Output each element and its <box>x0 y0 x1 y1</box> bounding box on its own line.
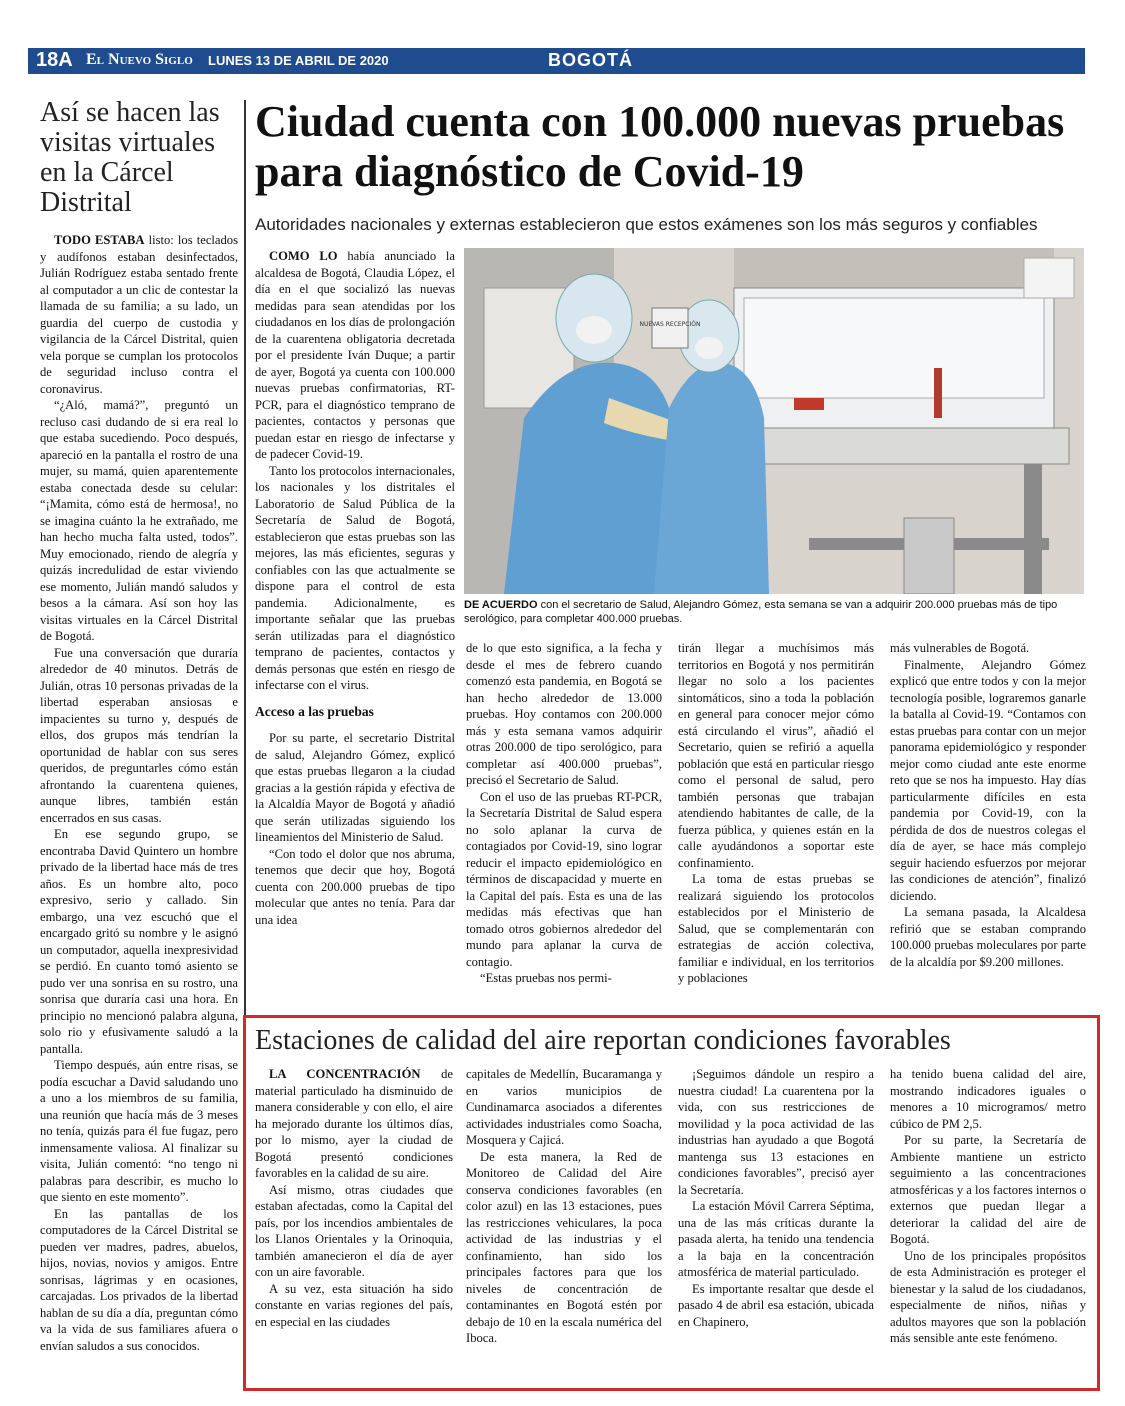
left-article-p5: Tiempo después, aún entre risas, se podía escuchar a David saludando uno a uno a los miembros de su familia, una reunión que hacía más de 3 meses no tenía, quizás para él fue fugaz, pero inmensamente valiosa. Al finalizar su visita, Julián comentó: “no tengo ni palabras para describir, es mucho lo que siento en este momento”. <box>40 1058 238 1204</box>
air-article-c4p1: ha tenido buena calidad del aire, mostrando indicadores iguales o menores a 10 microgramos/ metro cúbico de PM 2,5. <box>890 1067 1086 1131</box>
photo-caption-lead: DE ACUERDO <box>464 599 538 611</box>
left-article-p1 <box>40 232 238 397</box>
air-article-col3 <box>678 1066 874 1330</box>
left-article-p2: “¿Aló, mamá?”, preguntó un recluso casi dudando de si era real lo que estaba sucediendo. Poco después, apareció en la pantalla el rostro de una mujer, su mamá, quien aparentemente estaba conectada desde su celular: “¡Mamita, cómo está de hermosa!, no se imagina cuánto la he extrañado, me han hecho mucha falta usted, todos”. Muy emocionado, riendo de alegría y quizás incredulidad de estar viviendo ese momento, Julián mandó saludos y besos a la cámara. Así son hoy las visitas virtuales en la Cárcel Distrital de Bogotá. <box>40 398 238 643</box>
left-article-p1-text: listo: los teclados y audífonos estaban desinfectados, Julián Rodríguez estaba sentado frente al computador a un clic de contestar la llamada de su familia; a su lado, un guardia del cuerpo de custodia y vigilancia de la Cárcel Distrital, quien vela porque se cumplan los protocolos de seguridad incluso contra el coronavirus. <box>40 233 238 396</box>
air-article-c3p3: Es importante resaltar que desde el pasado 4 de abril esa estación, ubicada en Chapinero, <box>678 1281 874 1329</box>
main-article-lead: COMO LO <box>269 249 338 263</box>
air-article-p1 <box>255 1066 453 1182</box>
main-article-c3p2: La toma de estas pruebas se realizará siguiendo los protocolos establecidos por el Ministerio de Salud, que se complementarán con estrategias de acción colectiva, familiar e individual, en los territorios y poblaciones <box>678 872 874 985</box>
main-article-col1 <box>255 248 455 928</box>
main-article-c4p3: La semana pasada, la Alcaldesa refirió que se estaban comprando 100.000 pruebas moleculares por parte de la alcaldía por $9.200 millones. <box>890 905 1086 969</box>
page-number: 18A <box>36 49 73 71</box>
lab-photo <box>464 248 1084 594</box>
main-article-c2p3: “Estas pruebas nos permi- <box>480 971 612 985</box>
main-article-c2p1: de lo que esto significa, a la fecha y desde el mes de febrero cuando comenzó esta pandemia, en Bogotá se han hecho alrededor de 13.000 pruebas. Hoy contamos con 200.000 más y esta semana vamos adquirir otras 200.000 de tipo serológico, para completar así 400.000 pruebas”, precisó el Secretario de Salud. <box>466 641 662 787</box>
main-article-c2p2: Con el uso de las pruebas RT-PCR, la Secretaría Distrital de Salud espera no solo aplanar la curva de contagiados por Covid-19, sino lograr reducir el impacto epidemiológico en términos de discapacidad y muerte en la Capital del país. Esta es una de las medidas más efectivas que han tomado otros gobiernos alrededor del mundo para aplanar la curva de contagio. <box>466 789 662 969</box>
main-article-col2 <box>466 640 662 987</box>
air-article-lead: LA CONCENTRACIÓN <box>269 1067 421 1081</box>
left-article-p3: Fue una conversación que duraría alrededor de 40 minutos. Detrás de Julián, otras 10 personas privadas de la libertad esperaban ansiosas e impacientes su turno y, después de ellos, dos grupos más tendrían la oportunidad de hablar con sus seres queridos, de preguntarles cómo están afrontando la cuarentena quienes, aunque libres, también están encerrados en sus casas. <box>40 645 238 825</box>
left-article-body <box>40 232 238 1354</box>
left-article-title: Así se hacen las visitas virtuales en la Cárcel Distrital <box>40 97 220 218</box>
left-article-lead: TODO ESTABA <box>54 233 145 247</box>
main-article-c4p2: Finalmente, Alejandro Gómez explicó que entre todos y con la mejor tecnología posible, lograremos ganarle la batalla al Covid-19. “Contamos con estas pruebas para contar con un mejor panorama epidemiológico y responder mejor como ciudad ante este enorme reto que se nos ha impuesto. Hay días particularmente difíciles en esta pandemia por Covid-19, con la pérdida de dos de nuestros colegas el día de ayer, se hace más complejo seguir haciendo esfuerzos por mejorar las condiciones de atención”, finalizó diciendo. <box>890 657 1086 903</box>
air-article-c4p3: Uno de los principales propósitos de esta Administración es proteger el bienestar y la salud de los ciudadanos, especialmente de niños, niñas y adultos mayores que son la población más sensible ante este fenómeno. <box>890 1248 1086 1345</box>
masthead-bar <box>28 48 1085 74</box>
air-article-c3p2: La estación Móvil Carrera Séptima, una de las más críticas durante la pasada alerta, ha tenido una tendencia a la baja en la concentración atmosférica de material particulado. <box>678 1199 874 1279</box>
air-article-c3p1: ¡Seguimos dándole un respiro a nuestra ciudad! La cuarentena por la vida, con sus restricciones de movilidad y la poca actividad de las industrias han ayudado a que Bogotá mantenga sus 13 estaciones en condiciones favorables”, precisó ayer la Secretaría. <box>678 1067 874 1197</box>
main-article-c3p1: tirán llegar a muchísimos más territorios en Bogotá y nos permitirán llegar no solo a los pacientes sintomáticos, sino a toda la población en general para conocer mejor cómo está circulando el virus”, añadió el Secretario, quien se refirió a aquella población que está en particular riesgo como el personal de salud, pero también personas que trabajan atendiendo habitantes de calle, de la fuerza pública, y quienes están en la calle ayudándonos a soportar este confinamiento. <box>678 641 874 870</box>
air-article-c2p1: capitales de Medellín, Bucaramanga y en varios municipios de Cundinamarca asociados a diferentes actividades industriales como Soacha, Mosquera y Cajicá. <box>466 1067 662 1147</box>
air-article-col1 <box>255 1066 453 1330</box>
main-subtitle: Autoridades nacionales y externas establecieron que estos exámenes son los más seguros y confiables <box>255 215 1038 234</box>
left-article-p6: En las pantallas de los computadores de la Cárcel Distrital se pueden ver madres, padres, abuelos, hijos, novias, novios y amigos. Entre sonrisas, lágrimas y en ocasiones, carcajadas. Los privados de la libertad hablan de su día a día, preguntan cómo va la vida de sus familiares afuera o envían saludos a sus conocidos. <box>40 1206 238 1353</box>
photo-sign-text: NUEVAS RECEPCIÓN <box>639 321 701 328</box>
main-article-p4: “Con todo el dolor que nos abruma, tenemos que decir que hoy, Bogotá cuenta con 200.000 pruebas de tipo molecular que antes no tenía. Para dar una idea <box>255 846 455 927</box>
main-article-col3 <box>678 640 874 987</box>
main-article-p3: Por su parte, el secretario Distrital de salud, Alejandro Gómez, explicó que estas pruebas llegaron a la ciudad gracias a la gestión rápida y efectiva de la Alcaldía Mayor de Bogotá y añadió que serán utilizadas siguiendo los lineamientos del Ministerio de Salud. <box>255 731 455 844</box>
air-article-p2: Así mismo, otras ciudades que estaban afectadas, como la Capital del país, por los incendios ambientales de los Llanos Orientales y la Orinoquia, también amanecieron el día de ayer con un aire favorable. <box>255 1182 453 1279</box>
main-article-p2: Tanto los protocolos internacionales, los nacionales y los distritales el Laboratorio de Salud Pública de la Secretaría de Salud de Bogotá, establecieron que estas pruebas son las mejores, las más eficientes, seguras y confiables con las que actualmente se dispone para el control de esta pandemia. Adicionalmente, es importante señalar que las pruebas serán utilizadas para el diagnóstico temprano de pacientes, contactos y demás personas que estén en riesgo de infectarse con el virus. <box>255 463 455 692</box>
air-article-col4 <box>890 1066 1086 1347</box>
air-article-c4p2: Por su parte, la Secretaría de Ambiente mantiene un estricto seguimiento a las concentraciones atmosféricas y a los factores internos o externos que puedan llegar a deteriorar la calidad del aire de Bogotá. <box>890 1133 1086 1246</box>
main-article-c4p1: más vulnerables de Bogotá. <box>890 641 1030 655</box>
left-article-p4: En ese segundo grupo, se encontraba David Quintero un hombre privado de la libertad hace más de tres años. Es un hombre alto, poco expresivo, serio y callado. Sin embargo, una vez escuchó que el encargado gritó su nombre y le asignó un computador, aquella inexpresividad se perdió. En cuanto tomó asiento se pudo ver una sonrisa en su rostro, una sonrisa que duraría casi una hora. En principio no mencionó palabra alguna, solo rio y efusivamente saludó a la pantalla. <box>40 827 238 1056</box>
newspaper-name: El Nuevo Siglo <box>86 51 193 68</box>
air-article-p1-text: de material particulado ha disminuido de manera considerable y con ello, el aire ha mejorado durante los últimos días, por lo mismo, ayer la ciudad de Bogotá presentó condiciones favorables en la calidad de su aire. <box>255 1067 453 1180</box>
section-name: BOGOTÁ <box>548 50 633 70</box>
lab-photo-illustration <box>464 248 1084 594</box>
main-article-subhead: Acceso a las pruebas <box>255 703 374 719</box>
photo-caption-text: con el secretario de Salud, Alejandro Gómez, esta semana se van a adquirir 200.000 pruebas más de tipo serológico, para completar 400.000 pruebas. <box>464 599 1058 625</box>
photo-caption <box>464 598 1084 626</box>
air-quality-headline: Estaciones de calidad del aire reportan condiciones favorables <box>255 1025 951 1056</box>
air-article-c2p2: De esta manera, la Red de Monitoreo de Calidad del Aire conserva condiciones favorables (en color azul) en las 13 estaciones, pues las restricciones vehiculares, la poca actividad de las industrias y el confinamiento, han sido los principales factores para que los niveles de concentración de contaminantes en Bogotá estén por debajo de 10 en la escala numérica del Iboca. <box>466 1149 662 1345</box>
main-article-col4 <box>890 640 1086 970</box>
main-article-p1 <box>255 248 455 463</box>
air-article-col2 <box>466 1066 662 1347</box>
main-headline: Ciudad cuenta con 100.000 nuevas pruebas para diagnóstico de Covid-19 <box>255 97 1065 196</box>
main-article-p1-text: había anunciado la alcaldesa de Bogotá, Claudia López, el día en el que socializó las nuevas medidas para sean atendidas por los ciudadanos en los días de prolongación de la cuarentena obligatoria decretada por el presidente Iván Duque; a partir de ayer, Bogotá ya cuenta con 100.000 nuevas pruebas confirmatorias, RT- PCR, para el diagnóstico temprano de pacientes, contactos y personas que puedan estar en riesgo de infectarse y de padecer Covid-19. <box>255 249 455 461</box>
air-article-p3: A su vez, esta situación ha sido constante en varias regiones del país, en especial en las ciudades <box>255 1281 453 1329</box>
issue-date: LUNES 13 DE ABRIL DE 2020 <box>208 53 389 68</box>
